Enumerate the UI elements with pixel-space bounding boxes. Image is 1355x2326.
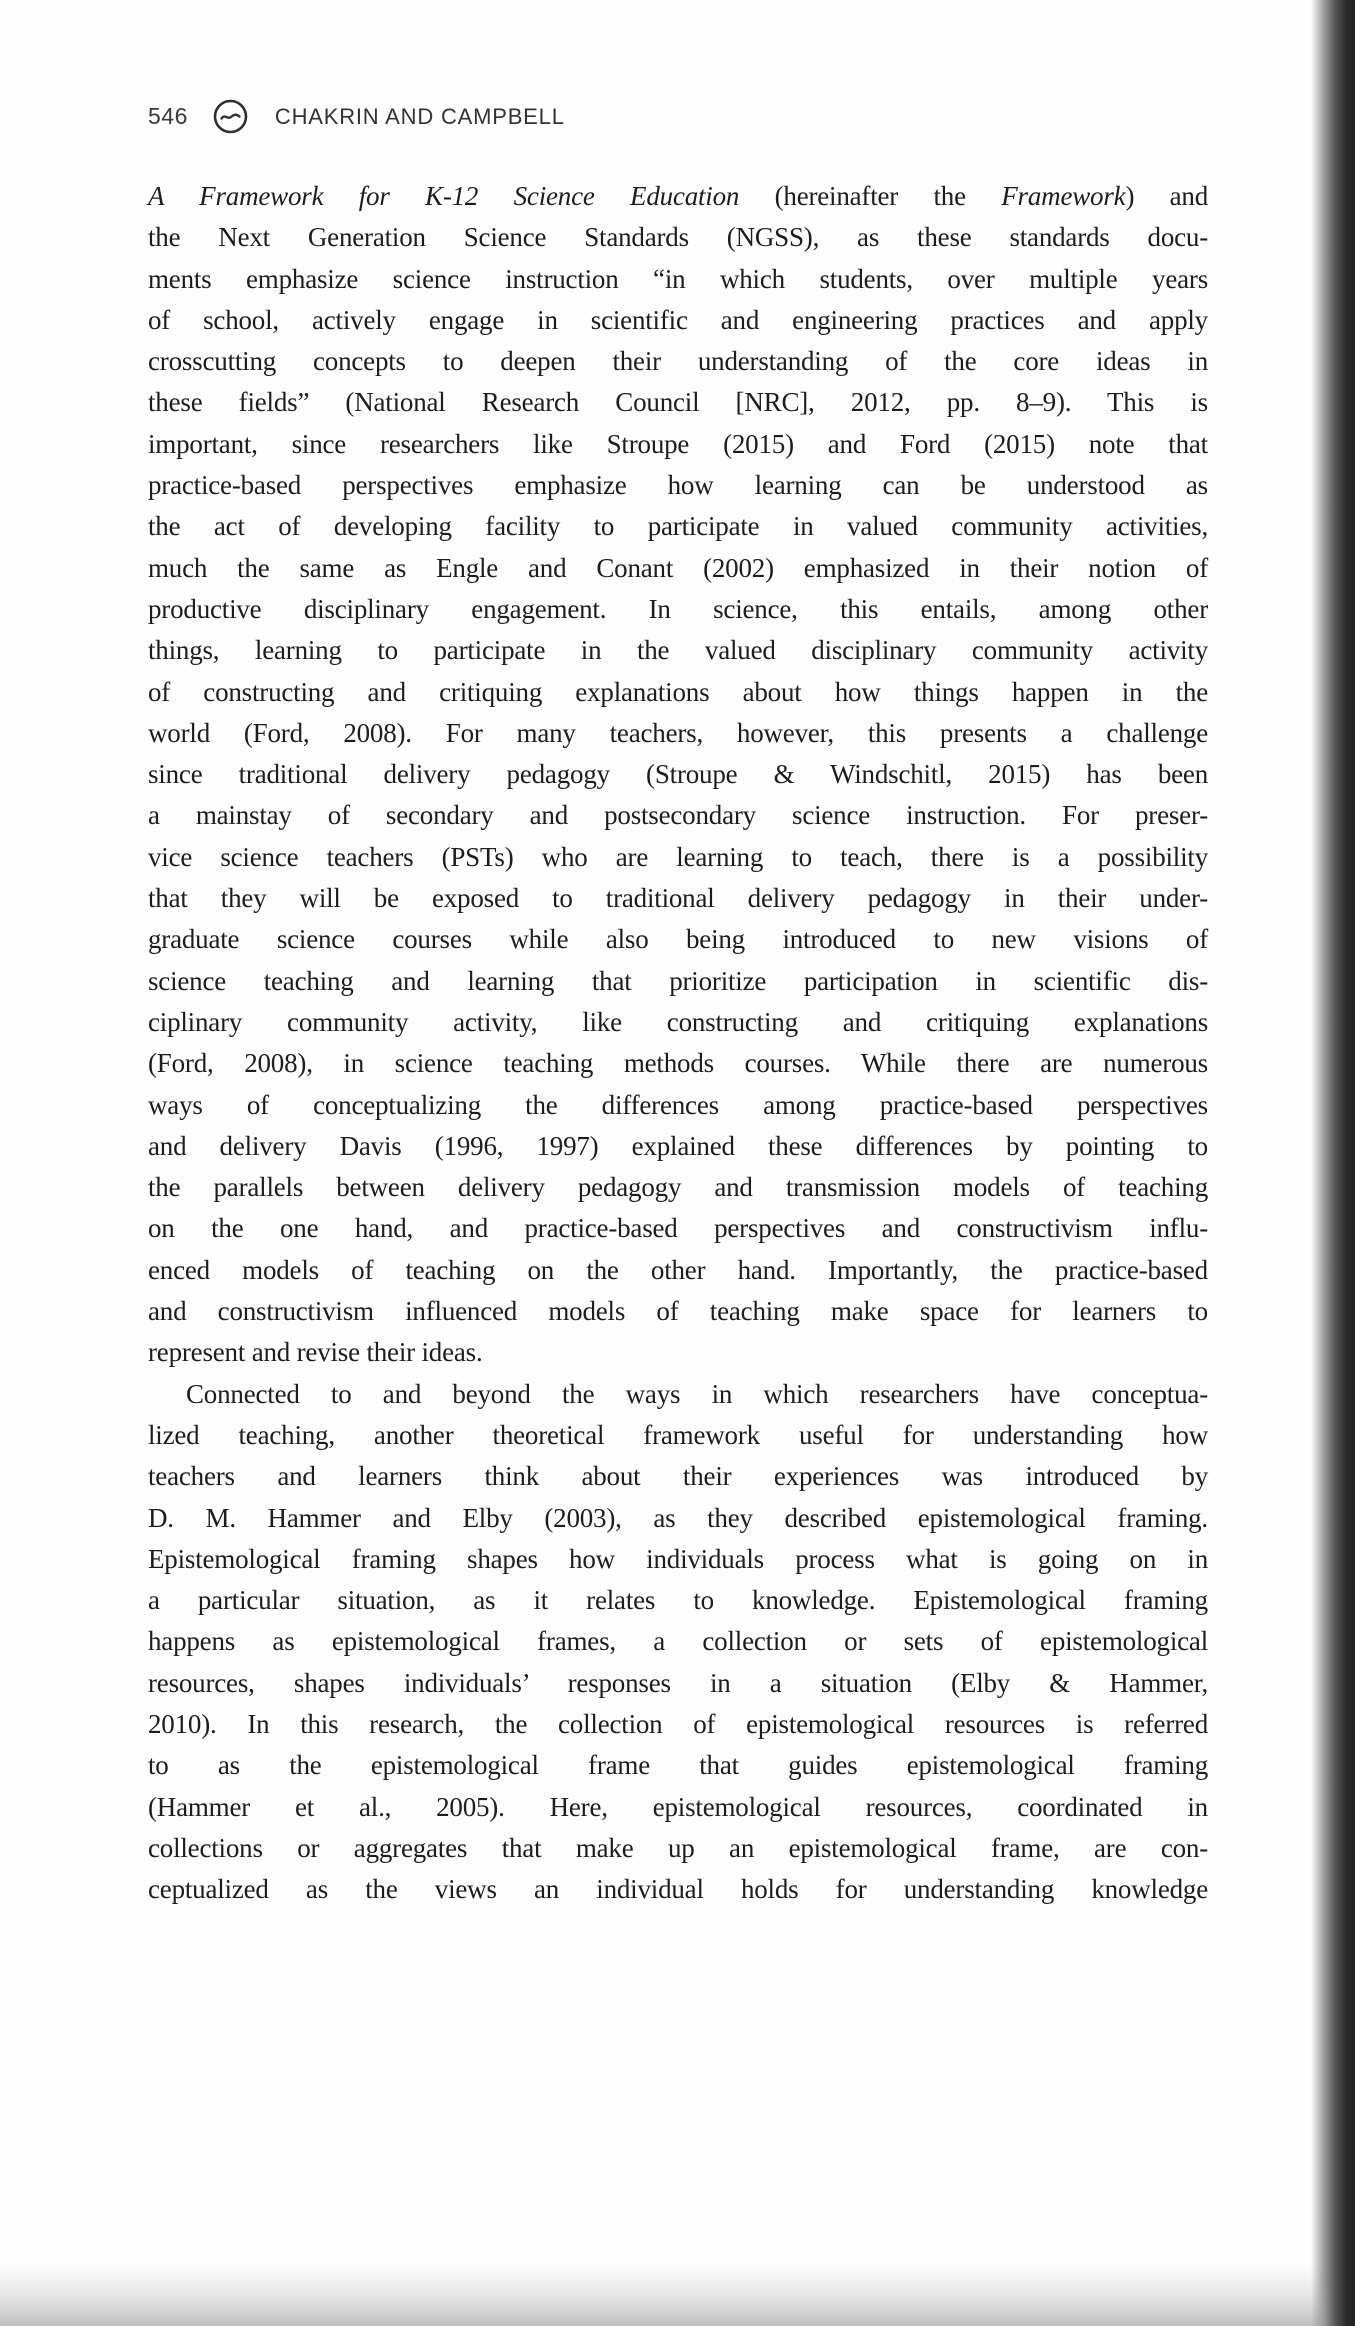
text-line: on the one hand, and practice-based perspectives and constructivism influ-	[148, 1213, 1208, 1244]
text-line: resources, shapes individuals’ responses in a situation (Elby & Hammer,	[148, 1667, 1208, 1698]
article-body	[148, 176, 1208, 1910]
text-line: since traditional delivery pedagogy (Stroupe & Windschitl, 2015) has been	[148, 759, 1208, 790]
text-line: graduate science courses while also being introduced to new visions of	[148, 924, 1208, 955]
text-line: happens as epistemological frames, a collection or sets of epistemological	[148, 1626, 1208, 1657]
text-line: to as the epistemological frame that guides epistemological framing	[148, 1750, 1208, 1781]
text-line: ciplinary community activity, like constructing and critiquing explanations	[148, 1006, 1208, 1037]
text-line: the act of developing facility to participate in valued community activities,	[148, 511, 1208, 542]
scan-edge-shadow	[1311, 0, 1355, 2326]
text-line: and constructivism influenced models of teaching make space for learners to	[148, 1296, 1208, 1327]
text-line: collections or aggregates that make up an epistemological frame, are con-	[148, 1832, 1208, 1863]
text-line: (Hammer et al., 2005). Here, epistemological resources, coordinated in	[148, 1791, 1208, 1822]
text-line: much the same as Engle and Conant (2002) emphasized in their notion of	[148, 552, 1208, 583]
text-line: vice science teachers (PSTs) who are learning to teach, there is a possibility	[148, 841, 1208, 872]
text-line: world (Ford, 2008). For many teachers, however, this presents a challenge	[148, 717, 1208, 748]
text-line: represent and revise their ideas.	[148, 1337, 483, 1368]
text-line: lized teaching, another theoretical framework useful for understanding how	[148, 1419, 1208, 1450]
text-line: of school, actively engage in scientific and engineering practices and apply	[148, 304, 1208, 335]
text-line: a mainstay of secondary and postsecondary science instruction. For preser-	[148, 800, 1208, 831]
text-line: the Next Generation Science Standards (NGSS), as these standards docu-	[148, 222, 1208, 253]
text-line: ments emphasize science instruction “in which students, over multiple years	[148, 263, 1208, 294]
text-line: practice-based perspectives emphasize how learning can be understood as	[148, 470, 1208, 501]
text-line: A Framework for K-12 Science Education (hereinafter the Framework) and	[148, 181, 1208, 211]
text-line: and delivery Davis (1996, 1997) explained these differences by pointing to	[148, 1130, 1208, 1161]
running-head: CHAKRIN AND CAMPBELL	[274, 103, 565, 129]
text-line: science teaching and learning that prioritize participation in scientific dis-	[148, 965, 1208, 996]
text-line: important, since researchers like Stroupe (2015) and Ford (2015) note that	[148, 428, 1208, 459]
text-line: productive disciplinary engagement. In science, this entails, among other	[148, 593, 1208, 624]
page-number: 546	[148, 103, 188, 129]
text-line: the parallels between delivery pedagogy and transmission models of teaching	[148, 1172, 1208, 1203]
text-line: enced models of teaching on the other hand. Importantly, the practice-based	[148, 1254, 1208, 1285]
text-line: ceptualized as the views an individual holds for understanding knowledge	[148, 1874, 1208, 1905]
text-line: 2010). In this research, the collection of epistemological resources is referred	[148, 1708, 1208, 1739]
text-line: of constructing and critiquing explanations about how things happen in the	[148, 676, 1208, 707]
scan-bottom-shadow	[0, 2266, 1355, 2326]
publisher-logo-icon	[212, 98, 249, 135]
text-line: Epistemological framing shapes how individuals process what is going on in	[148, 1543, 1208, 1574]
text-line: things, learning to participate in the valued disciplinary community activity	[148, 635, 1208, 666]
text-line: crosscutting concepts to deepen their understanding of the core ideas in	[148, 346, 1208, 377]
text-line: D. M. Hammer and Elby (2003), as they described epistemological framing.	[148, 1502, 1208, 1533]
text-line: a particular situation, as it relates to knowledge. Epistemological framing	[148, 1585, 1208, 1616]
text-line: teachers and learners think about their experiences was introduced by	[148, 1461, 1208, 1492]
text-line: Connected to and beyond the ways in which researchers have conceptua-	[186, 1378, 1208, 1409]
paragraph	[148, 1374, 1208, 1911]
text-line: that they will be exposed to traditional delivery pedagogy in their under-	[148, 883, 1208, 914]
text-line: (Ford, 2008), in science teaching methods courses. While there are numerous	[148, 1048, 1208, 1079]
paragraph	[148, 176, 1208, 1374]
text-line: ways of conceptualizing the differences among practice-based perspectives	[148, 1089, 1208, 1120]
page-header	[148, 98, 565, 135]
text-line: these fields” (National Research Council [NRC], 2012, pp. 8–9). This is	[148, 387, 1208, 418]
